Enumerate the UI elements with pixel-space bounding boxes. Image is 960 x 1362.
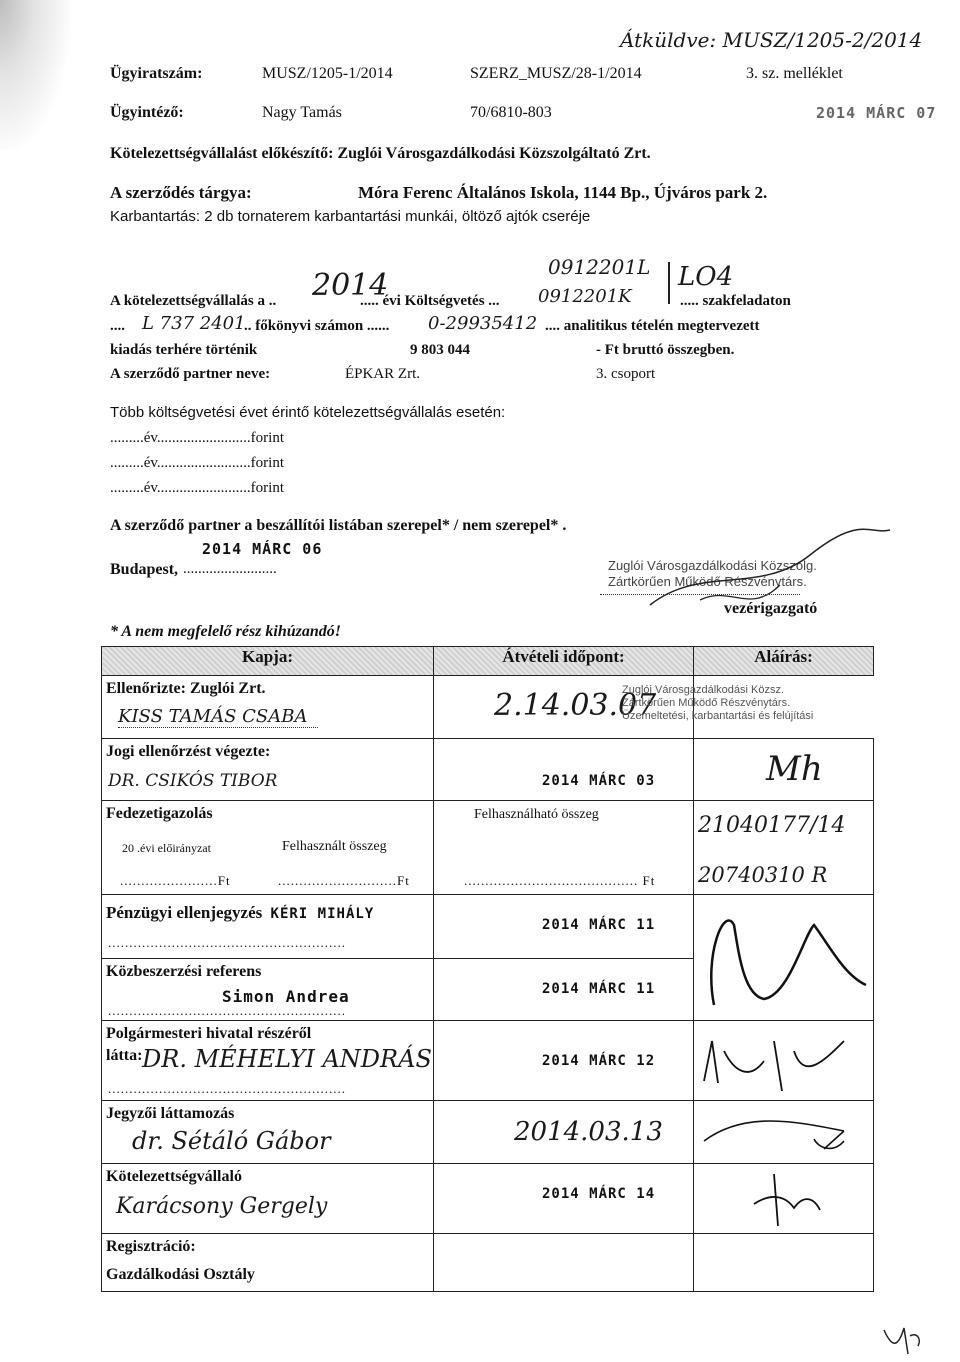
cell-legal-signature <box>694 739 874 801</box>
checked-stamp <box>622 684 874 723</box>
handwritten-budget: 0912201K <box>538 286 632 307</box>
year-ft-dots: .......................Ft <box>120 873 231 888</box>
officer-label: Ügyintéző: <box>110 104 184 121</box>
procurement-name: Simon Andrea <box>222 987 350 1006</box>
appendix-label: 3. sz. melléklet <box>746 65 843 82</box>
checked-title: Ellenőrizte: Zuglói Zrt. <box>106 680 266 697</box>
company-stamp-line-2: Zártkörűen Működő Részvénytárs. <box>608 574 807 589</box>
cell-checked <box>102 676 434 739</box>
mayor-time: 2014 MÁRC 12 <box>542 1053 656 1069</box>
legal-time: 2014 MÁRC 03 <box>542 773 656 789</box>
cell-legal-time <box>434 739 694 801</box>
place-date-dots: ......................... <box>183 561 277 577</box>
cell-notary-signature <box>694 1101 874 1164</box>
coverage-title: Fedezetigazolás <box>106 805 213 822</box>
multi-year-row-1: .........év.........................forint <box>110 430 285 446</box>
handwritten-budget-top: 0912201L <box>548 255 651 279</box>
notary-signature <box>694 1101 870 1161</box>
cell-legal <box>102 739 434 801</box>
cell-mayor-time <box>434 1021 694 1101</box>
cell-checked-signature <box>622 676 874 739</box>
analytic-text: .... analitikus tételén megtervezett <box>545 318 760 334</box>
top-handwritten-note: Átküldve: MUSZ/1205-2/2014 <box>620 28 923 52</box>
commitment-text-a: A kötelezettségvállalás a .. <box>110 293 277 309</box>
supplier-line: A szerződő partner a beszállítói listában szerepel* / nem szerepel* . <box>110 517 567 534</box>
partner-name: ÉPKAR Zrt. <box>345 366 420 382</box>
gross-amount-suffix: - Ft bruttó összegben. <box>596 342 735 358</box>
committer-time: 2014 MÁRC 14 <box>542 1186 656 1202</box>
company-stamp-line-1: Zuglói Városgazdálkodási Közszolg. <box>608 558 817 573</box>
procurement-title: Közbeszerzési referens <box>106 963 262 980</box>
approval-table <box>101 646 874 1292</box>
checked-time: 2.14.03.07 <box>494 688 657 723</box>
row-mayor <box>102 1021 874 1101</box>
cell-coverage-signature <box>694 801 874 895</box>
committer-name: Karácsony Gergely <box>116 1194 328 1219</box>
signature-line <box>600 594 800 595</box>
row-notary <box>102 1101 874 1164</box>
finance-name: KÉRI MIHÁLY <box>270 906 375 922</box>
notary-title: Jegyzői láttamozás <box>106 1105 235 1122</box>
usable-ft-dots: ......................................... Ft <box>464 873 656 888</box>
expense-text: kiadás terhére történik <box>110 342 258 358</box>
row-finance <box>102 895 874 959</box>
contract-id: SZERZ_MUSZ/28-1/2014 <box>470 65 642 82</box>
cell-committer-time <box>434 1164 694 1234</box>
header-signature: Aláírás: <box>694 647 874 676</box>
coverage-handwritten-1: 21040177/14 <box>698 813 846 838</box>
header-received-time: Átvételi időpont: <box>434 647 694 676</box>
handwritten-box-code: LO4 <box>668 262 733 304</box>
finance-title-text: Pénzügyi ellenjegyzés <box>106 903 263 922</box>
mayor-dots: ........................................................ <box>108 1081 346 1096</box>
cell-procurement-time <box>434 959 694 1021</box>
checked-name: KISS TAMÁS CSABA <box>118 706 318 728</box>
legal-name: DR. CSIKÓS TIBOR <box>108 771 278 791</box>
cell-finance-signature <box>694 895 874 1021</box>
committer-title: Kötelezettségvállaló <box>106 1168 242 1185</box>
cell-mayor-signature <box>694 1021 874 1101</box>
case-number: MUSZ/1205-1/2014 <box>262 65 393 82</box>
cell-committer-signature <box>694 1164 874 1234</box>
cell-registration <box>102 1234 434 1292</box>
cell-committer <box>102 1164 434 1234</box>
coverage-handwritten-2: 20740310 R <box>698 863 828 887</box>
usable-amount-label: Felhasználható összeg <box>474 807 599 822</box>
commitment-text-c: ..... szakfeladaton <box>680 293 791 309</box>
registration-title: Regisztráció: <box>106 1238 196 1255</box>
notary-time: 2014.03.13 <box>514 1117 663 1147</box>
officer-phone: 70/6810-803 <box>470 104 552 121</box>
officer-name: Nagy Tamás <box>262 104 342 121</box>
handwritten-ledger: L 737 2401 <box>142 313 246 334</box>
gross-amount: 9 803 044 <box>410 342 470 358</box>
subject-detail: Karbantartás: 2 db tornaterem karbantartási munkái, öltöző ajtók cseréje <box>110 208 591 225</box>
handwritten-year: 2014 <box>312 268 389 303</box>
cell-registration-signature <box>694 1234 874 1292</box>
year-allocation <box>122 841 211 856</box>
place-city: Budapest, <box>110 561 179 578</box>
ledger-prefix: .... <box>110 318 125 334</box>
checked-stamp-line-2: Zártkörűen Működő Részvénytárs. <box>622 697 791 709</box>
corner-initials <box>880 1318 930 1358</box>
legal-signature: Mh <box>766 749 823 789</box>
subject-label: A szerződés tárgya: <box>110 183 252 202</box>
place-date-stamp: 2014 MÁRC 06 <box>202 540 323 558</box>
procurement-dots: ........................................................ <box>108 1003 346 1018</box>
cell-procurement <box>102 959 434 1021</box>
commitment-line-1 <box>110 293 276 310</box>
mayor-title: Polgármesteri hivatal részéről <box>106 1025 312 1042</box>
multi-year-row-3: .........év.........................forint <box>110 480 285 496</box>
row-committer <box>102 1164 874 1234</box>
cell-coverage-usable <box>434 801 694 895</box>
finance-time: 2014 MÁRC 11 <box>542 917 656 933</box>
partner-group: 3. csoport <box>596 366 656 382</box>
checked-stamp-line-3: Üzemeltetési, karbantartási és felújítási <box>622 710 814 722</box>
mayor-label: látta: <box>106 1047 143 1064</box>
cell-finance <box>102 895 434 959</box>
commitment-text-b: ..... évi Költségvetés ... <box>360 293 500 309</box>
cell-notary-time <box>434 1101 694 1164</box>
multi-year-heading: Több költségvetési évet érintő kötelezettségvállalás esetén: <box>110 404 506 421</box>
cell-finance-time <box>434 895 694 959</box>
handwritten-analytic: 0-29935412 <box>428 313 538 334</box>
year-prefix: 20 <box>122 841 134 855</box>
cell-coverage <box>102 801 434 895</box>
footnote: * A nem megfelelő rész kihúzandó! <box>110 623 341 640</box>
signature-title: vezérigazgató <box>724 600 818 617</box>
mayor-signature <box>694 1021 870 1099</box>
year-suffix: .évi előirányzat <box>137 841 211 855</box>
finance-dots: ........................................................ <box>108 935 346 950</box>
used-ft-dots: ............................Ft <box>278 873 410 888</box>
partner-label: A szerződő partner neve: <box>110 366 271 382</box>
finance-title <box>106 903 374 923</box>
row-legal <box>102 739 874 801</box>
preparer-line: Kötelezettségvállalást előkészítő: Zuglói Városgazdálkodási Közszolgáltató Zrt. <box>110 145 651 162</box>
scan-shadow <box>0 0 70 150</box>
row-registration <box>102 1234 874 1292</box>
row-coverage <box>102 801 874 895</box>
received-date-stamp: 2014 MÁRC 07 <box>816 104 937 122</box>
legal-title: Jogi ellenőrzést végezte: <box>106 743 271 760</box>
committer-signature <box>694 1164 870 1232</box>
cell-registration-time <box>434 1234 694 1292</box>
registration-value: Gazdálkodási Osztály <box>106 1266 255 1283</box>
header-recipient: Kapja: <box>102 647 434 676</box>
subject-value: Móra Ferenc Általános Iskola, 1144 Bp., Újváros park 2. <box>358 183 768 202</box>
cell-mayor <box>102 1021 434 1101</box>
used-amount-label: Felhasznált összeg <box>282 839 387 854</box>
checked-stamp-line-1: Zuglói Városgazdálkodási Közsz. <box>622 684 785 696</box>
ledger-text: .. főkönyvi számon ...... <box>244 318 390 334</box>
cell-notary <box>102 1101 434 1164</box>
row-checked <box>102 676 874 739</box>
approval-header-row <box>102 647 874 676</box>
notary-name: dr. Sétáló Gábor <box>132 1127 331 1155</box>
case-number-label: Ügyiratszám: <box>110 65 203 82</box>
mayor-name: DR. MÉHELYI ANDRÁS <box>142 1045 432 1073</box>
procurement-time: 2014 MÁRC 11 <box>542 981 656 997</box>
finance-signature <box>694 895 870 1019</box>
multi-year-row-2: .........év.........................forint <box>110 455 285 471</box>
